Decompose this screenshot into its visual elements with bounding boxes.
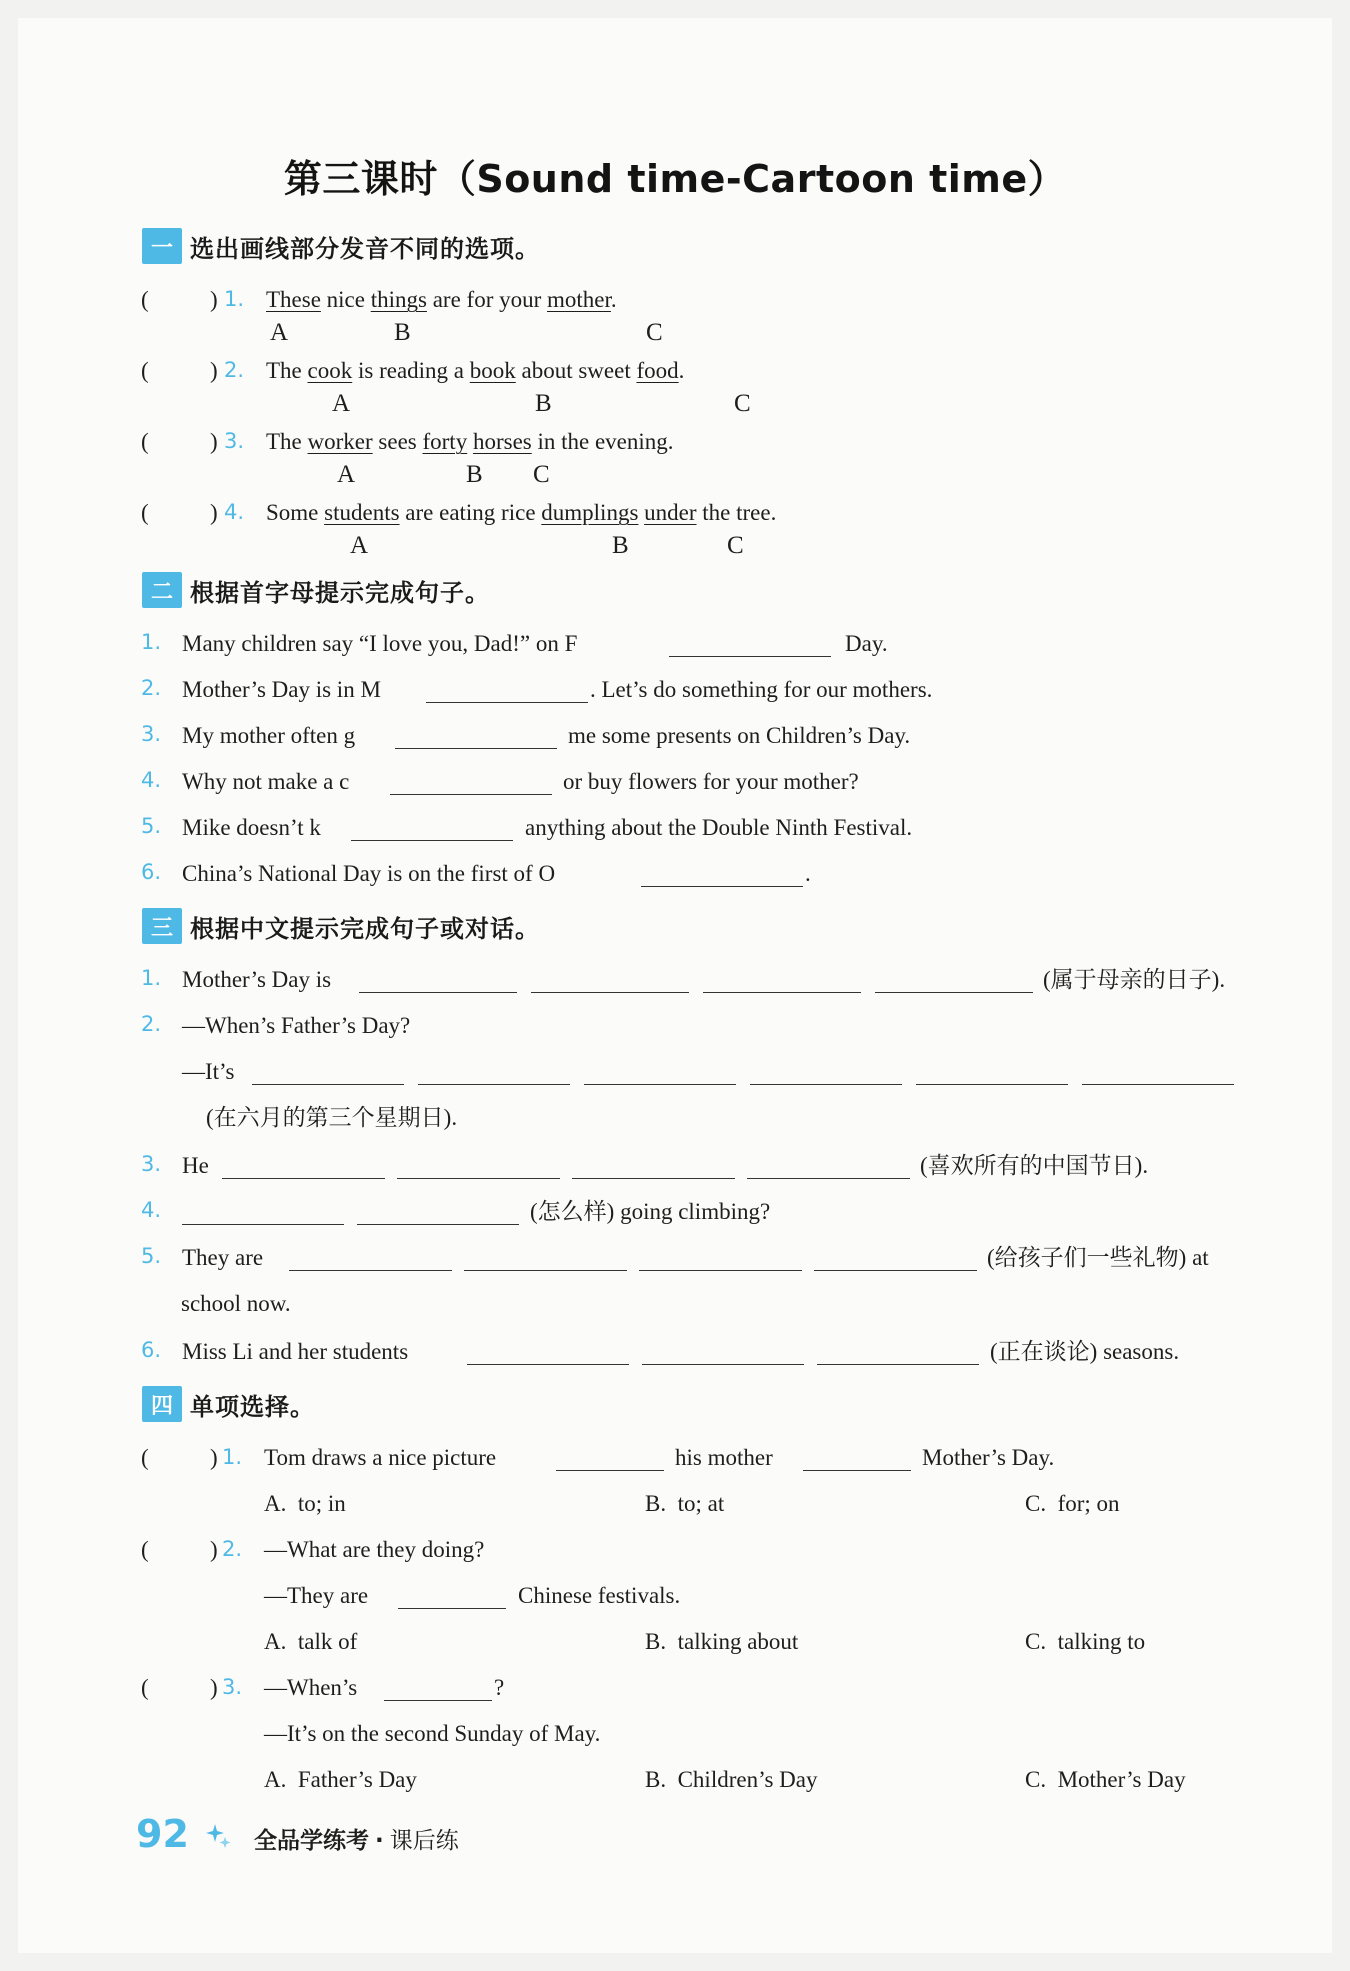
section-title: 单项选择。 [190, 1392, 315, 1421]
answer-blank[interactable] [875, 992, 1033, 993]
section-1-header [142, 228, 540, 264]
dialogue-line: —It’s on the second Sunday of May. [264, 1721, 601, 1746]
option-label-a: A [350, 532, 369, 559]
answer-blank[interactable] [747, 1178, 910, 1179]
sentence-end: anything about the Double Ninth Festival. [525, 815, 913, 840]
answer-paren-open: ( [141, 287, 149, 312]
question-number: 2. [222, 1537, 243, 1561]
question-number: 4. [224, 500, 245, 524]
option-label-b: B [466, 461, 483, 488]
option-label-c: C [734, 390, 751, 417]
answer-blank[interactable] [384, 1700, 492, 1701]
answer-blank[interactable] [418, 1084, 570, 1085]
answer-paren-open: ( [141, 1537, 149, 1562]
question-number: 6. [141, 1338, 162, 1362]
answer-paren-close: ) [210, 1537, 218, 1562]
brand-subtitle: 课后练 [389, 1828, 459, 1854]
answer-blank[interactable] [390, 794, 552, 795]
answer-blank[interactable] [395, 748, 557, 749]
answer-blank[interactable] [641, 886, 803, 887]
question-sentence: These nice things are for your mother. [266, 287, 617, 312]
question-sentence: Some students are eating rice dumplings under the tree. [266, 500, 777, 525]
option-a[interactable]: A. Father’s Day [264, 1767, 417, 1792]
option-label-a: A [270, 319, 289, 346]
section-title: 根据中文提示完成句子或对话。 [190, 914, 540, 943]
question-number: 5. [141, 1244, 162, 1268]
option-label-b: B [394, 319, 411, 346]
question-sentence: The cook is reading a book about sweet food. [266, 358, 685, 383]
chinese-hint: (在六月的第三个星期日). [206, 1105, 458, 1130]
question-number: 2. [141, 1012, 162, 1036]
sentence-start: Why not make a c [182, 769, 350, 794]
answer-blank[interactable] [426, 702, 588, 703]
answer-blank[interactable] [703, 992, 861, 993]
underlined-word-b: things [370, 287, 427, 312]
option-a[interactable]: A. to; in [264, 1491, 346, 1516]
answer-blank[interactable] [397, 1178, 560, 1179]
dialogue-line: —It’s [182, 1059, 235, 1084]
answer-blank[interactable] [817, 1364, 979, 1365]
question-number: 3. [222, 1675, 243, 1699]
answer-blank[interactable] [359, 992, 517, 993]
answer-paren-close: ) [210, 358, 218, 383]
option-label-a: A [332, 390, 351, 417]
underlined-word-b: dumplings [541, 500, 639, 525]
option-c[interactable]: C. talking to [1025, 1629, 1146, 1654]
chinese-hint: (属于母亲的日子). [1043, 967, 1226, 992]
answer-paren-open: ( [141, 358, 149, 383]
underlined-word-a: cook [307, 358, 353, 383]
underlined-word-b: forty [422, 429, 468, 454]
question-number: 5. [141, 814, 162, 838]
dialogue-line: —What are they doing? [264, 1537, 485, 1562]
section-badge: 一 [142, 228, 182, 264]
question-number: 6. [141, 860, 162, 884]
sentence-end: me some presents on Children’s Day. [568, 723, 911, 748]
chinese-hint: (喜欢所有的中国节日). [920, 1153, 1149, 1178]
option-label-b: B [612, 532, 629, 559]
dialogue-line: Chinese festivals. [518, 1583, 681, 1608]
option-label-c: C [646, 319, 663, 346]
dialogue-line: —When’s [264, 1675, 358, 1700]
answer-blank[interactable] [572, 1178, 735, 1179]
answer-paren-open: ( [141, 1675, 149, 1700]
question-number: 2. [141, 676, 162, 700]
sentence-end: or buy flowers for your mother? [563, 769, 859, 794]
question-number: 1. [141, 966, 162, 990]
option-label-c: C [727, 532, 744, 559]
section-2-header [142, 572, 490, 608]
answer-blank[interactable] [639, 1270, 802, 1271]
answer-paren-open: ( [141, 429, 149, 454]
section-3-header [142, 908, 540, 944]
answer-paren-close: ) [210, 500, 218, 525]
underlined-word-c: under [644, 500, 697, 525]
sentence-continuation: school now. [181, 1291, 291, 1316]
sentence-start: He [182, 1153, 209, 1178]
chinese-hint: (正在谈论) seasons. [990, 1339, 1180, 1364]
chinese-hint: (给孩子们一些礼物) at [987, 1245, 1209, 1270]
option-c[interactable]: C. for; on [1025, 1491, 1120, 1516]
answer-blank[interactable] [803, 1470, 911, 1471]
question-sentence: The worker sees forty horses in the evening. [266, 429, 674, 454]
underlined-word-c: food [636, 358, 679, 383]
question-number: 1. [222, 1445, 243, 1469]
question-number: 1. [141, 630, 162, 654]
option-b[interactable]: B. Children’s Day [645, 1767, 818, 1792]
answer-blank[interactable] [252, 1084, 404, 1085]
sentence-start: China’s National Day is on the first of O [182, 861, 556, 886]
section-badge: 三 [142, 908, 182, 944]
question-number: 3. [141, 722, 162, 746]
dialogue-line: ? [494, 1675, 505, 1700]
underlined-word-c: mother [547, 287, 611, 312]
sentence-start: They are [182, 1245, 264, 1270]
answer-blank[interactable] [398, 1608, 506, 1609]
chinese-hint: (怎么样) going climbing? [530, 1199, 771, 1224]
footer-brand [254, 1822, 459, 1855]
answer-paren-close: ) [210, 1445, 218, 1470]
question-number: 3. [224, 429, 245, 453]
answer-blank[interactable] [357, 1224, 519, 1225]
section-4-header [142, 1386, 315, 1422]
dialogue-line: —They are [264, 1583, 369, 1608]
option-label-c: C [533, 461, 550, 488]
underlined-word-b: book [469, 358, 516, 383]
sentence-start: Mother’s Day is [182, 967, 332, 992]
option-c[interactable]: C. Mother’s Day [1025, 1767, 1186, 1792]
question-text: Mother’s Day. [922, 1445, 1055, 1470]
dialogue-line: —When’s Father’s Day? [182, 1013, 411, 1038]
answer-blank[interactable] [351, 840, 513, 841]
sentence-start: Mother’s Day is in M [182, 677, 381, 702]
brand-separator: · [375, 1828, 384, 1854]
question-number: 4. [141, 1198, 162, 1222]
answer-blank[interactable] [750, 1084, 902, 1085]
sentence-start: Many children say “I love you, Dad!” on F [182, 631, 578, 656]
underlined-word-a: students [324, 500, 400, 525]
sentence-start: Mike doesn’t k [182, 815, 321, 840]
option-b[interactable]: B. to; at [645, 1491, 725, 1516]
sentence-end: . [805, 861, 811, 886]
question-number: 3. [141, 1152, 162, 1176]
answer-paren-close: ) [210, 429, 218, 454]
question-text: Tom draws a nice picture [264, 1445, 497, 1470]
answer-blank[interactable] [1082, 1084, 1234, 1085]
question-text: his mother [675, 1445, 773, 1470]
answer-blank[interactable] [289, 1270, 452, 1271]
section-badge: 二 [142, 572, 182, 608]
answer-blank[interactable] [916, 1084, 1068, 1085]
answer-paren-close: ) [210, 1675, 218, 1700]
answer-blank[interactable] [464, 1270, 627, 1271]
answer-blank[interactable] [642, 1364, 804, 1365]
underlined-word-c: horses [472, 429, 532, 454]
answer-blank[interactable] [531, 992, 689, 993]
answer-blank[interactable] [222, 1178, 385, 1179]
page-number: 92 [136, 1812, 189, 1856]
answer-blank[interactable] [467, 1364, 629, 1365]
sparkle-icon [206, 1822, 232, 1850]
section-title: 选出画线部分发音不同的选项。 [190, 234, 540, 263]
brand-name: 全品学练考 [254, 1828, 369, 1854]
sentence-end: Day. [845, 631, 888, 656]
answer-paren-open: ( [141, 1445, 149, 1470]
underlined-word-a: worker [307, 429, 373, 454]
answer-paren-open: ( [141, 500, 149, 525]
question-number: 4. [141, 768, 162, 792]
section-badge: 四 [142, 1386, 182, 1422]
answer-blank[interactable] [584, 1084, 736, 1085]
sentence-end: . Let’s do something for our mothers. [590, 677, 933, 702]
sentence-start: Miss Li and her students [182, 1339, 409, 1364]
option-label-a: A [337, 461, 356, 488]
question-number: 2. [224, 358, 245, 382]
answer-blank[interactable] [669, 656, 831, 657]
option-b[interactable]: B. talking about [645, 1629, 799, 1654]
question-number: 1. [224, 287, 245, 311]
answer-blank[interactable] [182, 1224, 344, 1225]
answer-paren-close: ) [210, 287, 218, 312]
section-title: 根据首字母提示完成句子。 [190, 578, 490, 607]
underlined-word-a: These [266, 287, 321, 312]
answer-blank[interactable] [814, 1270, 977, 1271]
option-label-b: B [535, 390, 552, 417]
page-title: 第三课时（Sound time-Cartoon time） [283, 157, 1067, 201]
option-a[interactable]: A. talk of [264, 1629, 358, 1654]
sentence-start: My mother often g [182, 723, 356, 748]
answer-blank[interactable] [556, 1470, 664, 1471]
